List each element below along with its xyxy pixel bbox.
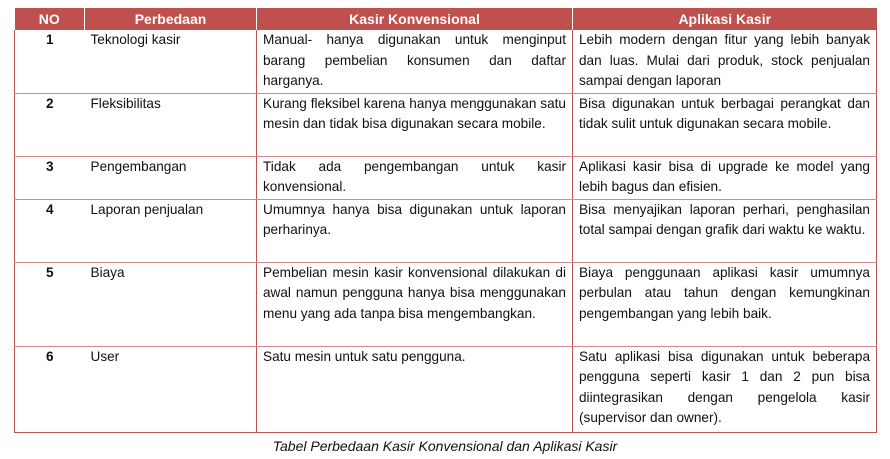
row-kasir-konvensional: Tidak ada pengembangan untuk kasir konvensional.	[257, 156, 573, 199]
row-number: 3	[15, 156, 85, 199]
row-perbedaan: Pengembangan	[85, 156, 257, 199]
row-kasir-konvensional: Umumnya hanya bisa digunakan untuk laporan perharinya.	[257, 199, 573, 262]
header-perbedaan: Perbedaan	[85, 8, 257, 30]
row-perbedaan: User	[85, 346, 257, 432]
row-perbedaan: Teknologi kasir	[85, 30, 257, 93]
header-no: NO	[15, 8, 85, 30]
row-number: 2	[15, 93, 85, 156]
row-aplikasi-kasir: Biaya penggunaan aplikasi kasir umumnya perbulan atau tahun dengan kemungkinan pengembangan yang lebih baik.	[573, 262, 877, 346]
row-perbedaan: Fleksibilitas	[85, 93, 257, 156]
row-aplikasi-kasir: Lebih modern dengan fitur yang lebih banyak dan luas. Mulai dari produk, stock penjualan sampai dengan laporan	[573, 30, 877, 93]
row-perbedaan: Biaya	[85, 262, 257, 346]
table-row	[15, 30, 877, 93]
table-row	[15, 93, 877, 156]
row-perbedaan: Laporan penjualan	[85, 199, 257, 262]
header-aplikasi-kasir: Aplikasi Kasir	[573, 8, 877, 30]
comparison-table	[14, 8, 877, 433]
row-number: 1	[15, 30, 85, 93]
row-aplikasi-kasir: Bisa menyajikan laporan perhari, penghasilan total sampai dengan grafik dari waktu ke waktu.	[573, 199, 877, 262]
row-kasir-konvensional: Manual- hanya digunakan untuk menginput barang pembelian konsumen dan daftar harganya.	[257, 30, 573, 93]
row-aplikasi-kasir: Aplikasi kasir bisa di upgrade ke model yang lebih bagus dan efisien.	[573, 156, 877, 199]
row-aplikasi-kasir: Bisa digunakan untuk berbagai perangkat dan tidak sulit untuk digunakan secara mobile.	[573, 93, 877, 156]
row-number: 6	[15, 346, 85, 432]
table-row	[15, 262, 877, 346]
table-header-row	[15, 8, 877, 30]
row-kasir-konvensional: Satu mesin untuk satu pengguna.	[257, 346, 573, 432]
row-number: 4	[15, 199, 85, 262]
table-caption: Tabel Perbedaan Kasir Konvensional dan Aplikasi Kasir	[272, 438, 618, 454]
row-number: 5	[15, 262, 85, 346]
table-row	[15, 199, 877, 262]
row-kasir-konvensional: Kurang fleksibel karena hanya menggunakan satu mesin dan tidak bisa digunakan secara mobile.	[257, 93, 573, 156]
row-kasir-konvensional: Pembelian mesin kasir konvensional dilakukan di awal namun pengguna hanya bisa menggunakan menu yang ada tanpa bisa mengembangkan.	[257, 262, 573, 346]
table-row	[15, 346, 877, 432]
row-aplikasi-kasir: Satu aplikasi bisa digunakan untuk beberapa pengguna seperti kasir 1 dan 2 pun bisa diintegrasikan dengan pengelola kasir (supervisor dan owner).	[573, 346, 877, 432]
header-kasir-konvensional: Kasir Konvensional	[257, 8, 573, 30]
table-row	[15, 156, 877, 199]
